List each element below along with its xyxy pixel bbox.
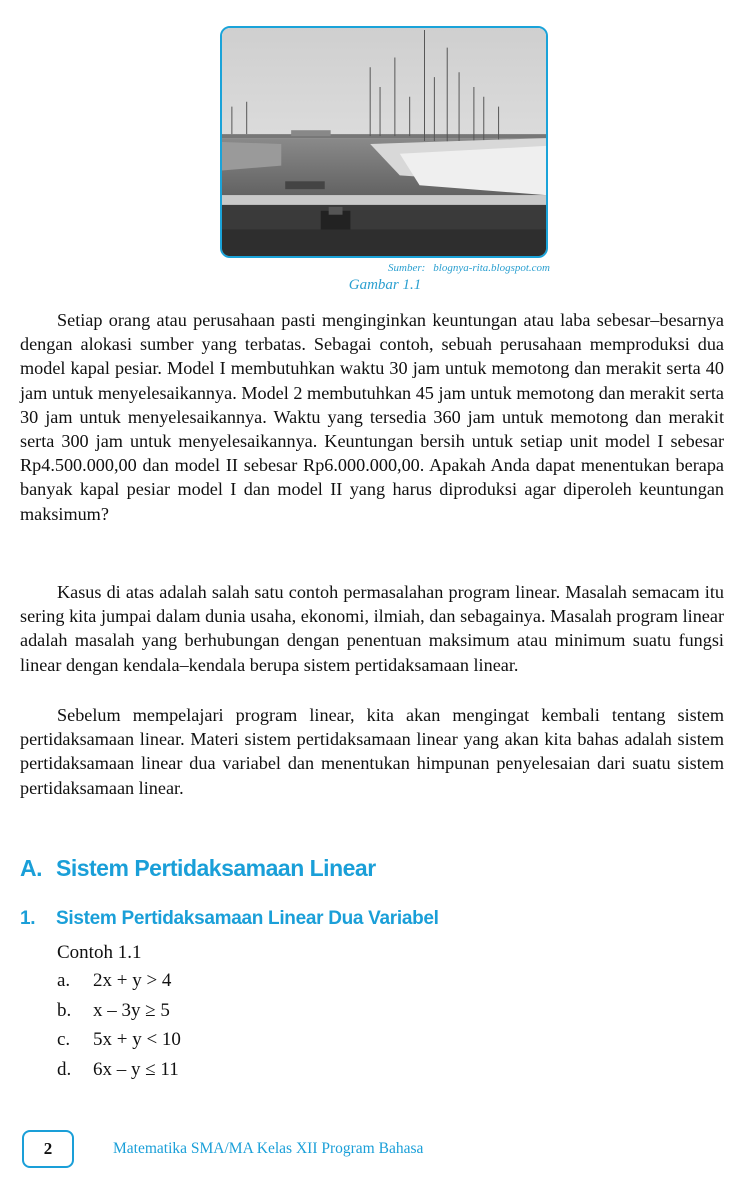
paragraph-2 <box>20 580 724 677</box>
item-expression: x – 3y ≥ 5 <box>93 999 170 1021</box>
item-label: c. <box>57 1029 71 1050</box>
paragraph-3 <box>20 703 724 800</box>
marina-photo-image <box>222 28 546 256</box>
section-number: A. <box>20 855 42 881</box>
marina-photo <box>220 26 548 258</box>
item-label: a. <box>57 970 71 991</box>
footer-book-title: Matematika SMA/MA Kelas XII Program Bahasa <box>113 1140 424 1157</box>
paragraph-text: Sebelum mempelajari program linear, kita akan mengingat kembali tentang sistem pertidaksamaan linear. Materi sistem pertidaksamaan linear yang akan kita bahas adalah sistem pertidaksamaan linear dua variabel dan menentukan himpunan penyelesaian dari suatu sistem pertidaksamaan linear. <box>20 705 724 798</box>
section-heading <box>20 855 376 882</box>
example-title: Contoh 1.1 <box>57 942 142 963</box>
item-expression: 6x – y ≤ 11 <box>93 1058 179 1080</box>
item-expression: 2x + y > 4 <box>93 970 172 991</box>
page-number: 2 <box>22 1130 74 1168</box>
subsection-heading <box>20 908 439 930</box>
item-expression: 5x + y < 10 <box>93 1029 181 1050</box>
list-item <box>57 1059 181 1089</box>
subsection-number: 1. <box>20 908 36 929</box>
list-item <box>57 970 181 1000</box>
section-title: Sistem Pertidaksamaan Linear <box>56 855 376 881</box>
item-label: b. <box>57 999 72 1021</box>
source-url: blognya-rita.blogspot.com <box>433 262 550 274</box>
source-label: Sumber: <box>388 262 426 274</box>
paragraph-text: Setiap orang atau perusahaan pasti menginginkan keuntungan atau laba sebesar–besarnya dengan alokasi sumber yang terbatas. Sebagai contoh, sebuah perusahaan memproduksi dua model kapal pesiar. Model I membutuhkan waktu 30 jam untuk memotong dan merakit serta 40 jam untuk menyelesaikannya. Model 2 membutuhkan 45 jam untuk memotong dan merakit serta 30 jam untuk menyelesaikannya. Waktu yang tersedia 360 jam untuk memotong dan merakit serta 300 jam untuk menyelesaikannya. Keuntungan bersih untuk setiap unit model I sebesar Rp4.500.000,00 dan model II sebesar Rp6.000.000,00. Apakah Anda dapat menentukan berapa banyak kapal pesiar model I dan model II yang harus diproduksi agar diperoleh keuntungan maksimum? <box>20 310 724 524</box>
figure-caption: Gambar 1.1 <box>348 277 422 293</box>
list-item <box>57 1000 181 1030</box>
example-list <box>57 970 181 1088</box>
paragraph-1 <box>20 308 724 526</box>
item-label: d. <box>57 1058 72 1080</box>
list-item <box>57 1029 181 1059</box>
paragraph-text: Kasus di atas adalah salah satu contoh permasalahan program linear. Masalah semacam itu sering kita jumpai dalam dunia usaha, ekonomi, ilmiah, dan sebagainya. Masalah program linear adalah masalah yang berhubungan dengan penentuan maksimum atau minimum suatu fungsi linear dengan kendala–kendala berupa sistem pertidaksamaan linear. <box>20 582 724 675</box>
subsection-title: Sistem Pertidaksamaan Linear Dua Variabel <box>56 908 439 929</box>
figure-source <box>320 262 550 274</box>
